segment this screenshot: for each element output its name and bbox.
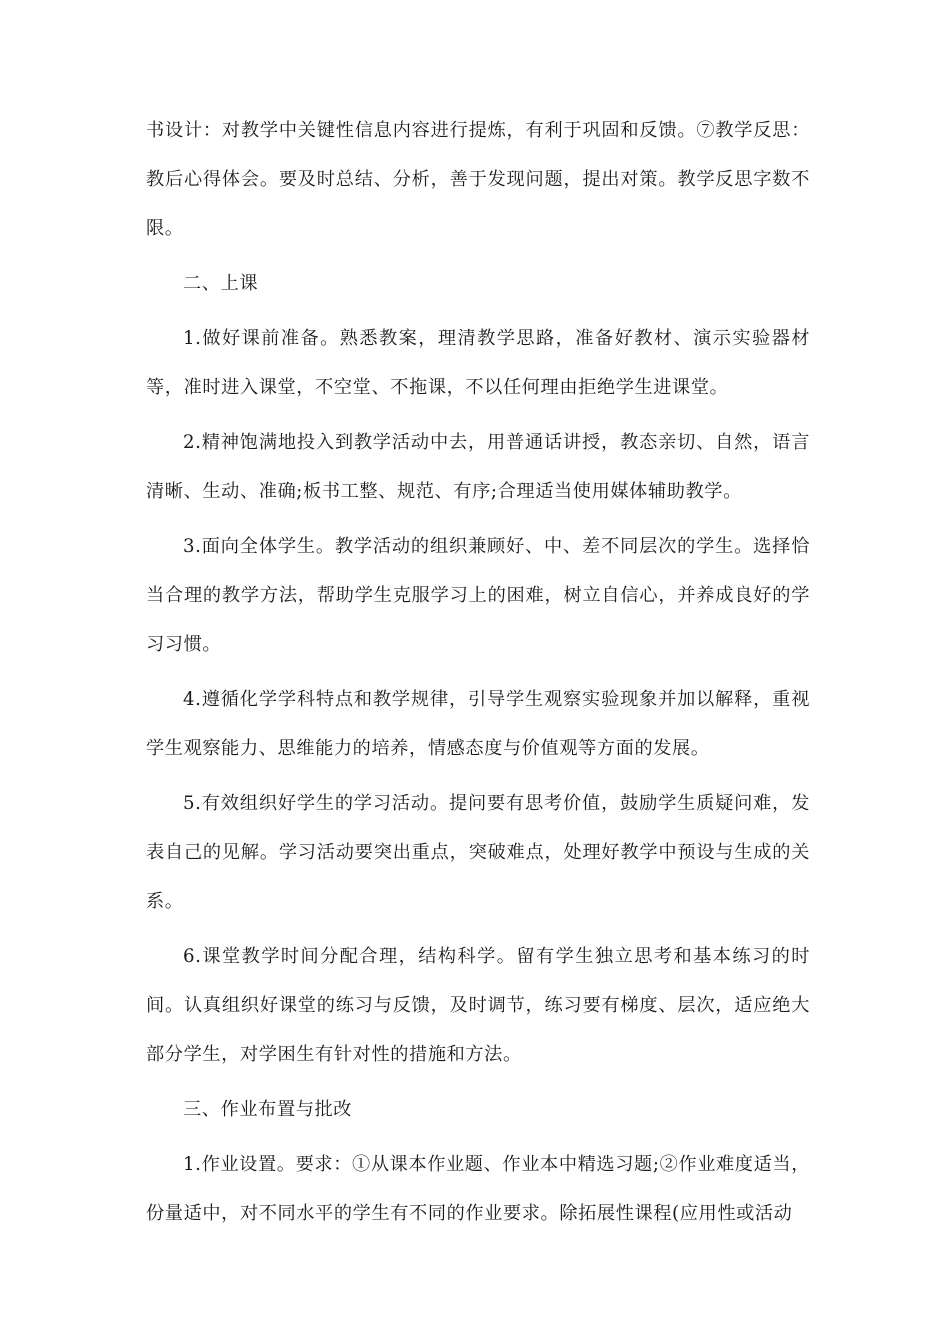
paragraph-item-5: 5.有效组织好学生的学习活动。提问要有思考价值，鼓励学生质疑问难，发表自己的见解。学习活动要突出重点，突破难点，处理好教学中预设与生成的关系。	[146, 793, 810, 912]
paragraph-item-4: 4.遵循化学学科特点和教学规律，引导学生观察实验现象并加以解释，重视学生观察能力、思维能力的培养，情感态度与价值观等方面的发展。	[146, 689, 810, 759]
paragraph-continuation: 书设计：对教学中关键性信息内容进行提炼，有利于巩固和反馈。⑦教学反思：教后心得体会。要及时总结、分析，善于发现问题，提出对策。教学反思字数不限。	[146, 120, 810, 239]
paragraph-item-3: 3.面向全体学生。教学活动的组织兼顾好、中、差不同层次的学生。选择恰当合理的教学方法，帮助学生克服学习上的困难，树立自信心，并养成良好的学习习惯。	[146, 536, 810, 655]
paragraph-homework-1: 1.作业设置。要求：①从课本作业题、作业本中精选习题;②作业难度适当，份量适中，对不同水平的学生有不同的作业要求。除拓展性课程(应用性或活动	[146, 1154, 810, 1224]
section-heading-homework: 三、作业布置与批改	[183, 1099, 353, 1120]
paragraph-item-2: 2.精神饱满地投入到教学活动中去，用普通话讲授，教态亲切、自然，语言清晰、生动、准确;板书工整、规范、有序;合理适当使用媒体辅助教学。	[146, 432, 810, 502]
paragraph-item-6: 6.课堂教学时间分配合理，结构科学。留有学生独立思考和基本练习的时间。认真组织好课堂的练习与反馈，及时调节，练习要有梯度、层次，适应绝大部分学生，对学困生有针对性的措施和方法。	[146, 946, 810, 1065]
paragraph-item-1: 1.做好课前准备。熟悉教案，理清教学思路，准备好教材、演示实验器材等，准时进入课堂，不空堂、不拖课，不以任何理由拒绝学生进课堂。	[146, 328, 810, 398]
document-body	[146, 106, 810, 1238]
section-heading-class: 二、上课	[183, 273, 259, 294]
